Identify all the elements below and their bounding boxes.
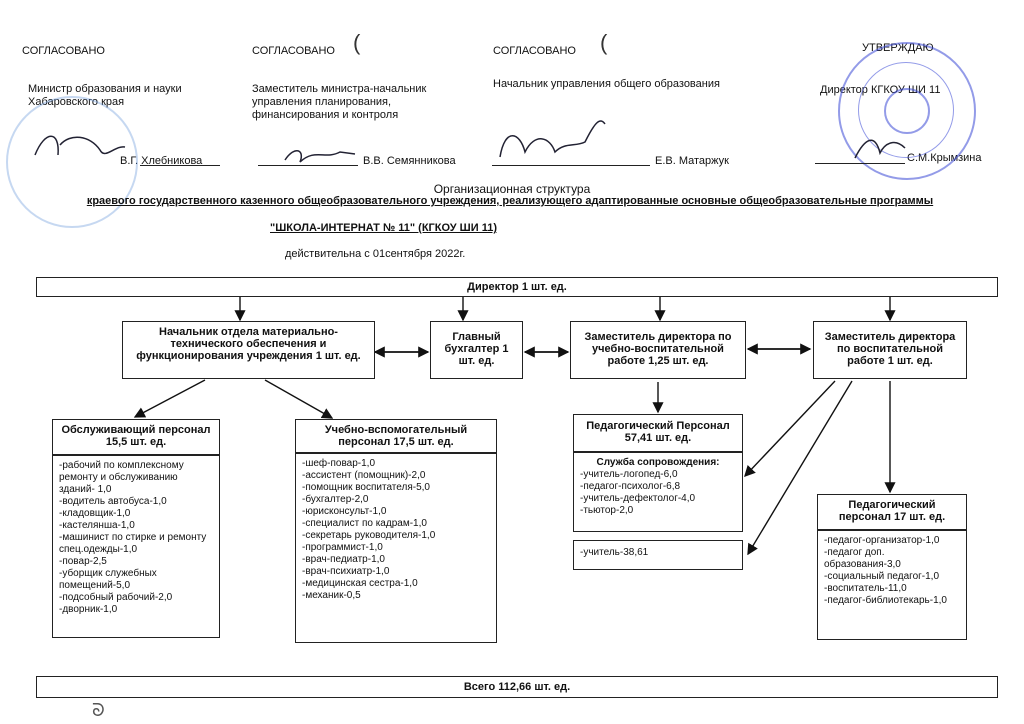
approval-4-head: УТВЕРЖДАЮ — [862, 42, 934, 54]
ped-staff-2-title: Педагогический персонал 17 шт. ед. — [838, 499, 946, 523]
approval-4-role: Директор КГКОУ ШИ 11 — [820, 84, 941, 96]
list-item: -помощник воспитателя-5,0 — [302, 482, 430, 493]
material-dept-box — [122, 321, 375, 379]
deputy-uvr-box — [570, 321, 746, 379]
list-item: -машинист по стирке и ремонту спец.одежды-1,0 — [59, 532, 207, 555]
ped-staff-1-title: Педагогический Персонал 57,41 шт. ед. — [586, 420, 730, 444]
service-staff-header — [52, 419, 220, 455]
list-item: -подсобный рабочий-2,0 — [59, 592, 173, 603]
approval-3-role: Начальник управления общего образования — [493, 78, 720, 90]
list-item: -кладовщик-1,0 — [59, 508, 131, 519]
approval-4-name: С.М.Крымзина — [907, 152, 982, 164]
list-item: -педагог-библиотекарь-1,0 — [824, 595, 947, 606]
approval-2-head: СОГЛАСОВАНО — [252, 45, 335, 57]
list-item: -программист-1,0 — [302, 542, 383, 553]
support-staff-title: Учебно-вспомогательный персонал 17,5 шт. ед. — [324, 424, 468, 448]
teacher-box — [573, 540, 743, 570]
list-item: -рабочий по комплексному ремонту и обслуживанию зданий- 1,0 — [59, 460, 184, 495]
list-item: -секретарь руководителя-1,0 — [302, 530, 436, 541]
ped-staff-2-list — [817, 530, 967, 640]
list-item: -уборщик служебных помещений-5,0 — [59, 568, 157, 591]
director-box — [36, 277, 998, 297]
service-staff-list — [52, 455, 220, 638]
list-item: -специалист по кадрам-1,0 — [302, 518, 427, 529]
list-item: -врач-психиатр-1,0 — [302, 566, 390, 577]
list-item: -юрисконсульт-1,0 — [302, 506, 387, 517]
bracket-mark: ( — [600, 30, 608, 55]
approval-3-head: СОГЛАСОВАНО — [493, 45, 576, 57]
doc-subtitle: краевого государственного казенного общеобразовательного учреждения, реализующего адаптированные основные общеобразовательные программы — [86, 195, 934, 207]
list-item: -воспитатель-11,0 — [824, 583, 907, 594]
support-staff-header — [295, 419, 497, 453]
list-item: -ассистент (помощник)-2,0 — [302, 470, 426, 481]
total-box — [36, 676, 998, 698]
list-item: -кастелянша-1,0 — [59, 520, 135, 531]
accountant-box — [430, 321, 523, 379]
list-item: -педагог доп. образования-3,0 — [824, 547, 901, 570]
list-item: -учитель-38,61 — [580, 547, 649, 558]
list-item: -дворник-1,0 — [59, 604, 118, 615]
doc-title: Организационная структура — [433, 182, 591, 196]
list-item: -тьютор-2,0 — [580, 505, 634, 516]
list-item: -медицинская сестра-1,0 — [302, 578, 418, 589]
support-service-title: Служба сопровождения: — [596, 457, 720, 468]
deputy-uvr-label: Заместитель директора по учебно-воспитательной работе 1,25 шт. ед. — [584, 331, 732, 367]
list-item: -учитель-логопед-6,0 — [580, 469, 678, 480]
approval-3-name: Е.В. Матаржук — [655, 155, 729, 167]
support-service-list — [573, 452, 743, 532]
deputy-vr-box — [813, 321, 967, 379]
list-item: -врач-педиатр-1,0 — [302, 554, 385, 565]
list-item: -механик-0,5 — [302, 590, 361, 601]
bracket-mark: ( — [353, 30, 361, 55]
list-item: -шеф-повар-1,0 — [302, 458, 376, 469]
effective-date: действительна с 01сентября 2022г. — [285, 248, 466, 260]
school-name: "ШКОЛА-ИНТЕРНАТ № 11" (КГКОУ ШИ 11) — [270, 222, 497, 234]
list-item: -учитель-дефектолог-4,0 — [580, 493, 696, 504]
approval-1-name: В.Г. Хлебникова — [120, 155, 203, 167]
total-label: Всего 112,66 шт. ед. — [463, 681, 571, 693]
list-item: -водитель автобуса-1,0 — [59, 496, 167, 507]
approval-1-role: Министр образования и науки Хабаровского края — [28, 83, 182, 108]
list-item: -педагог-организатор-1,0 — [824, 535, 940, 546]
approval-2-name: В.В. Семянникова — [363, 155, 456, 167]
list-item: -бухгалтер-2,0 — [302, 494, 369, 505]
director-label: Директор 1 шт. ед. — [467, 281, 567, 293]
ped-staff-1-header — [573, 414, 743, 452]
approval-1-head: СОГЛАСОВАНО — [22, 45, 105, 57]
deputy-vr-label: Заместитель директора по воспитательной работе 1 шт. ед. — [824, 331, 956, 367]
handwritten-mark: ᘐ — [92, 700, 105, 720]
support-staff-list — [295, 453, 497, 643]
ped-staff-2-header — [817, 494, 967, 530]
list-item: -социальный педагог-1,0 — [824, 571, 940, 582]
list-item: -педагог-психолог-6,8 — [580, 481, 681, 492]
approval-2-role: Заместитель министра-начальник управления планирования, финансирования и контроля — [252, 83, 427, 121]
service-staff-title: Обслуживающий персонал 15,5 шт. ед. — [61, 424, 211, 448]
material-dept-label: Начальник отдела материально-технического обеспечения и функционирования учреждения 1 шт. ед. — [136, 326, 361, 362]
list-item: -повар-2,5 — [59, 556, 107, 567]
accountant-label: Главный бухгалтер 1 шт. ед. — [444, 331, 509, 367]
